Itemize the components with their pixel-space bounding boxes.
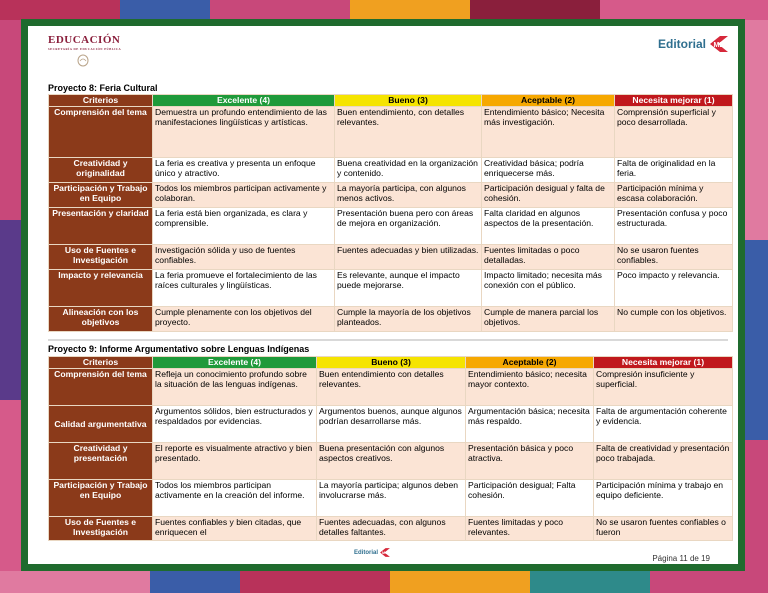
excelente-cell: Todos los miembros participan activamente y colaboran.	[153, 183, 335, 208]
footer-md-logo-mark: MD	[382, 551, 388, 556]
md-logo-mark: MD	[713, 42, 725, 49]
excelente-cell: Todos los miembros participan activamente en la creación del informe.	[153, 480, 317, 517]
excelente-cell: Argumentos sólidos, bien estructurados y respaldados por evidencias.	[153, 406, 317, 443]
necesita-cell: Participación mínima y trabajo en equipo deficiente.	[594, 480, 733, 517]
educacion-logo-subtext: SECRETARÍA DE EDUCACIÓN PÚBLICA	[48, 47, 122, 51]
editorial-logo-text: Editorial	[657, 37, 706, 51]
criterion-cell: Alineación con los objetivos	[49, 307, 153, 332]
header-aceptable: Aceptable (2)	[482, 95, 615, 107]
table-row	[49, 208, 733, 245]
project8-rubric-table	[48, 94, 733, 332]
table-header-row	[49, 357, 733, 369]
table-row	[49, 183, 733, 208]
page-number: Página 11 de 19	[652, 554, 710, 563]
md-logo-icon	[379, 547, 391, 558]
bueno-cell: Es relevante, aunque el impacto puede mejorarse.	[335, 270, 482, 307]
necesita-cell: No se usaron fuentes confiables.	[615, 245, 733, 270]
aceptable-cell: Fuentes limitadas y poco relevantes.	[466, 517, 594, 541]
editorial-md-logo	[658, 34, 730, 54]
project8-title: Proyecto 8: Feria Cultural	[48, 83, 158, 93]
aceptable-cell: Presentación básica y poco atractiva.	[466, 443, 594, 480]
aceptable-cell: Cumple de manera parcial los objetivos.	[482, 307, 615, 332]
criterion-cell: Uso de Fuentes e Investigación	[49, 517, 153, 541]
table-row	[49, 517, 733, 541]
excelente-cell: El reporte es visualmente atractivo y bien presentado.	[153, 443, 317, 480]
criterion-cell: Presentación y claridad	[49, 208, 153, 245]
aceptable-cell: Creatividad básica; podría enriquecerse más.	[482, 158, 615, 183]
table-row	[49, 245, 733, 270]
criterion-cell: Participación y Trabajo en Equipo	[49, 480, 153, 517]
table-row	[49, 107, 733, 158]
necesita-cell: Poco impacto y relevancia.	[615, 270, 733, 307]
aceptable-cell: Argumentación básica; necesita más respaldo.	[466, 406, 594, 443]
aceptable-cell: Falta claridad en algunos aspectos de la presentación.	[482, 208, 615, 245]
excelente-cell: La feria promueve el fortalecimiento de las raíces culturales y lingüísticas.	[153, 270, 335, 307]
necesita-cell: No se usaron fuentes confiables o fueron	[594, 517, 733, 541]
aceptable-cell: Participación desigual y falta de cohesión.	[482, 183, 615, 208]
table-row	[49, 406, 733, 443]
criterion-cell: Comprensión del tema	[49, 369, 153, 406]
header-criterios: Criterios	[49, 95, 153, 107]
excelente-cell: La feria es creativa y presenta un enfoque único y atractivo.	[153, 158, 335, 183]
header-necesita-mejorar: Necesita mejorar (1)	[594, 357, 733, 369]
excelente-cell: Demuestra un profundo entendimiento de las manifestaciones lingüísticas y artísticas.	[153, 107, 335, 158]
necesita-cell: Participación mínima y escasa colaboración.	[615, 183, 733, 208]
bueno-cell: Presentación buena pero con áreas de mejora en organización.	[335, 208, 482, 245]
header-criterios: Criterios	[49, 357, 153, 369]
necesita-cell: Falta de creatividad y presentación poco trabajada.	[594, 443, 733, 480]
aceptable-cell: Entendimiento básico; Necesita más investigación.	[482, 107, 615, 158]
excelente-cell: Investigación sólida y uso de fuentes confiables.	[153, 245, 335, 270]
criterion-cell: Creatividad y presentación	[49, 443, 153, 480]
table-row	[49, 480, 733, 517]
section-divider	[48, 339, 728, 341]
aceptable-cell: Participación desigual; Falta cohesión.	[466, 480, 594, 517]
bueno-cell: Buen entendimiento, con detalles relevantes.	[335, 107, 482, 158]
table-row	[49, 307, 733, 332]
seal-icon	[72, 54, 94, 67]
aceptable-cell: Fuentes limitadas o poco detalladas.	[482, 245, 615, 270]
aceptable-cell: Impacto limitado; necesita más conexión con el público.	[482, 270, 615, 307]
header-excelente: Excelente (4)	[153, 95, 335, 107]
table-header-row	[49, 95, 733, 107]
header-aceptable: Aceptable (2)	[466, 357, 594, 369]
aceptable-cell: Entendimiento básico; necesita mayor contexto.	[466, 369, 594, 406]
necesita-cell: Falta de argumentación coherente y evidencia.	[594, 406, 733, 443]
criterion-cell: Calidad argumentativa	[49, 406, 153, 443]
bueno-cell: Buena presentación con algunos aspectos creativos.	[317, 443, 466, 480]
footer-editorial-logo	[354, 547, 391, 558]
criterion-cell: Participación y Trabajo en Equipo	[49, 183, 153, 208]
table-row	[49, 369, 733, 406]
bueno-cell: Buen entendimiento con detalles relevantes.	[317, 369, 466, 406]
document-page	[28, 26, 738, 564]
bueno-cell: Argumentos buenos, aunque algunos podrían desarrollarse más.	[317, 406, 466, 443]
project9-rubric-table	[48, 356, 733, 541]
criterion-cell: Uso de Fuentes e Investigación	[49, 245, 153, 270]
excelente-cell: Refleja un conocimiento profundo sobre la situación de las lenguas indígenas.	[153, 369, 317, 406]
footer-logo-text: Editorial	[354, 549, 379, 556]
necesita-cell: Presentación confusa y poco estructurada.	[615, 208, 733, 245]
excelente-cell: Fuentes confiables y bien citadas, que enriquecen el	[153, 517, 317, 541]
excelente-cell: Cumple plenamente con los objetivos del proyecto.	[153, 307, 335, 332]
bueno-cell: Cumple la mayoría de los objetivos planteados.	[335, 307, 482, 332]
header-necesita-mejorar: Necesita mejorar (1)	[615, 95, 733, 107]
table-row	[49, 270, 733, 307]
necesita-cell: Compresión insuficiente y superficial.	[594, 369, 733, 406]
md-logo-icon	[708, 34, 730, 54]
educacion-logo	[48, 34, 121, 51]
table-row	[49, 443, 733, 480]
educacion-logo-text: EDUCACIÓN	[48, 34, 121, 46]
bueno-cell: La mayoría participa; algunos deben involucrarse más.	[317, 480, 466, 517]
header-bueno: Bueno (3)	[317, 357, 466, 369]
header-excelente: Excelente (4)	[153, 357, 317, 369]
necesita-cell: Falta de originalidad en la feria.	[615, 158, 733, 183]
excelente-cell: La feria está bien organizada, es clara y comprensible.	[153, 208, 335, 245]
table-row	[49, 158, 733, 183]
criterion-cell: Comprensión del tema	[49, 107, 153, 158]
bueno-cell: Buena creatividad en la organización y contenido.	[335, 158, 482, 183]
bueno-cell: Fuentes adecuadas y bien utilizadas.	[335, 245, 482, 270]
project9-title: Proyecto 9: Informe Argumentativo sobre Lenguas Indígenas	[48, 344, 310, 354]
criterion-cell: Creatividad y originalidad	[49, 158, 153, 183]
criterion-cell: Impacto y relevancia	[49, 270, 153, 307]
header-bueno: Bueno (3)	[335, 95, 482, 107]
bueno-cell: Fuentes adecuadas, con algunos detalles faltantes.	[317, 517, 466, 541]
bueno-cell: La mayoría participa, con algunos menos activos.	[335, 183, 482, 208]
necesita-cell: No cumple con los objetivos.	[615, 307, 733, 332]
necesita-cell: Comprensión superficial y poco desarrollada.	[615, 107, 733, 158]
